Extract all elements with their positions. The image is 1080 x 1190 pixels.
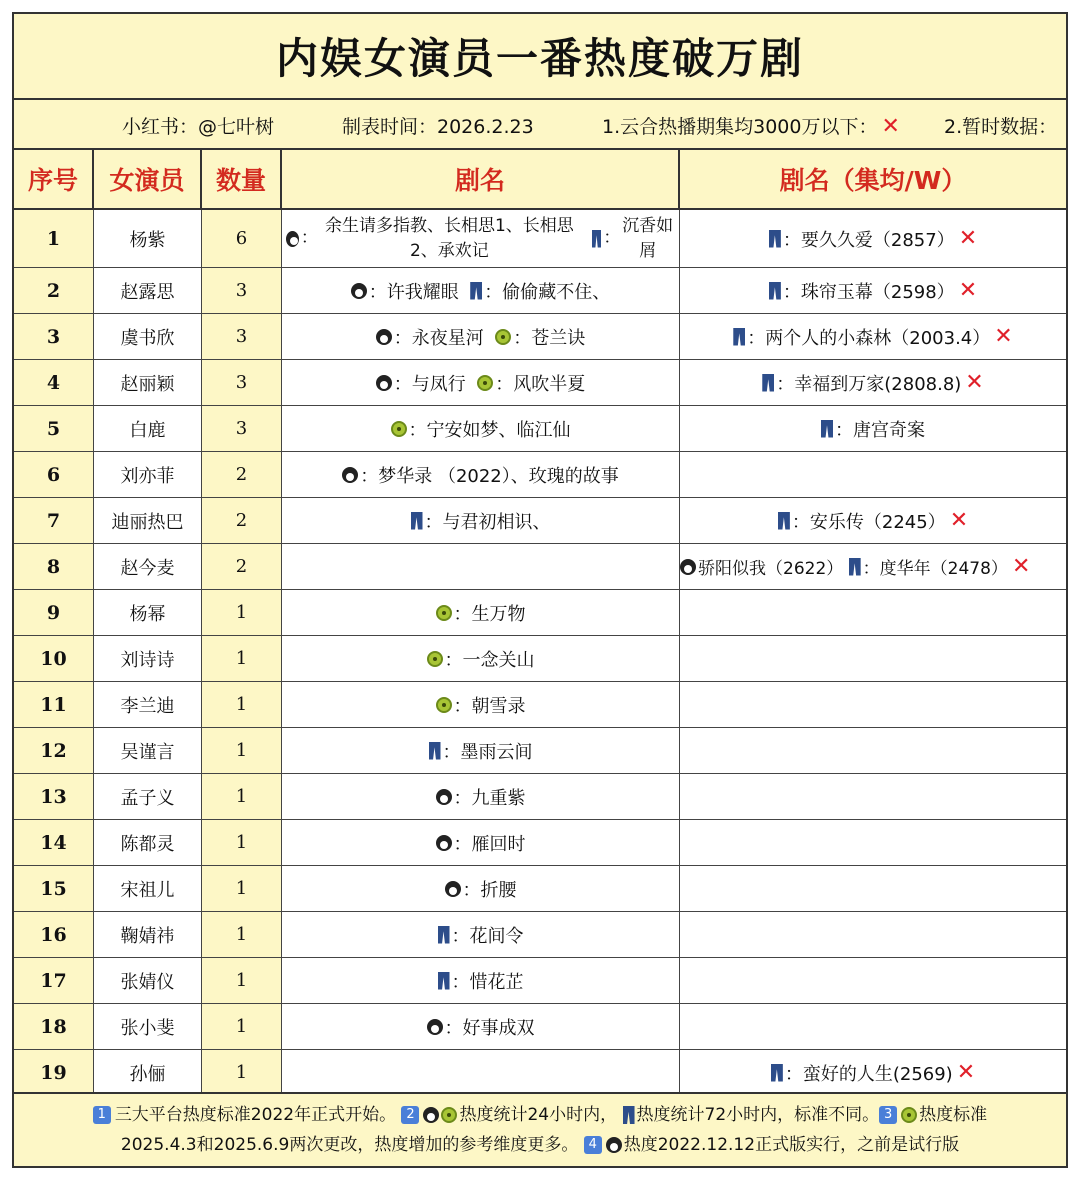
header-shows-avg: 剧名（集均/W） xyxy=(779,166,967,195)
row-count: 1 xyxy=(202,866,282,911)
row-shows: ： 惜花芷 xyxy=(282,958,680,1003)
row-no: 12 xyxy=(14,728,94,773)
row-count: 1 xyxy=(202,958,282,1003)
row-shows xyxy=(282,1050,680,1095)
row-no: 10 xyxy=(14,636,94,681)
row-shows-avg: ： 唐宫奇案 xyxy=(680,406,1066,451)
penguin-icon xyxy=(342,467,358,483)
row-shows: ： 许我耀眼 ： 偷偷藏不住、 xyxy=(282,268,680,313)
row-count: 3 xyxy=(202,406,282,451)
jeans-icon xyxy=(821,420,833,438)
header-shows: 剧名 xyxy=(282,150,680,208)
date-label: 制表时间：2026.2.23 xyxy=(342,116,534,138)
penguin-icon xyxy=(376,375,392,391)
row-shows-avg: ： 要久久爱（2857） ✕ xyxy=(680,210,1066,267)
row-shows xyxy=(282,544,680,589)
kiwi-icon xyxy=(391,421,407,437)
table-row xyxy=(14,314,1066,360)
table-row xyxy=(14,636,1066,682)
row-count: 2 xyxy=(202,498,282,543)
row-count: 1 xyxy=(202,774,282,819)
jeans-icon xyxy=(438,972,450,990)
row-no: 15 xyxy=(14,866,94,911)
table-row xyxy=(14,866,1066,912)
row-shows-avg xyxy=(680,866,1066,911)
row-shows: ： 永夜星河 ： 苍兰诀 xyxy=(282,314,680,359)
row-actress: 刘亦菲 xyxy=(94,452,202,497)
meta-bar xyxy=(14,100,1066,150)
red-x-icon: ✕ xyxy=(949,508,969,533)
jeans-icon xyxy=(470,282,482,300)
row-shows-avg: ： 两个人的小森林（2003.4） ✕ xyxy=(680,314,1066,359)
row-shows: ： 宁安如梦、临江仙 xyxy=(282,406,680,451)
row-no: 16 xyxy=(14,912,94,957)
row-shows: ： 一念关山 xyxy=(282,636,680,681)
row-shows: ： 朝雪录 xyxy=(282,682,680,727)
row-shows: ： 与凤行 ： 风吹半夏 xyxy=(282,360,680,405)
table-row xyxy=(14,820,1066,866)
table-row xyxy=(14,360,1066,406)
row-count: 3 xyxy=(202,314,282,359)
row-shows-avg: ： 蛮好的人生(2569) ✕ xyxy=(680,1050,1066,1095)
table-row xyxy=(14,728,1066,774)
row-no: 7 xyxy=(14,498,94,543)
red-x-icon: ✕ xyxy=(1011,554,1031,579)
red-x-icon: ✕ xyxy=(881,114,900,139)
table-row xyxy=(14,912,1066,958)
row-shows: ： 梦华录 （2022）、玫瑰的故事 xyxy=(282,452,680,497)
row-count: 1 xyxy=(202,682,282,727)
row-shows-avg: 骄阳似我（2622） ： 度华年（2478） ✕ xyxy=(680,544,1066,589)
row-count: 2 xyxy=(202,544,282,589)
footer-text-2: 热度统计24小时内， xyxy=(459,1105,618,1125)
row-actress: 张婧仪 xyxy=(94,958,202,1003)
badge-3: 3 xyxy=(879,1106,897,1124)
row-actress: 吴谨言 xyxy=(94,728,202,773)
header-actress: 女演员 xyxy=(94,150,202,208)
penguin-icon xyxy=(351,283,367,299)
footer-text-5: 2025.4.3和2025.6.9两次更改，热度增加的参考维度更多。 xyxy=(120,1135,579,1155)
row-no: 9 xyxy=(14,590,94,635)
page-title: 内娱女演员一番热度破万剧 xyxy=(14,14,1066,100)
row-shows: ： 好事成双 xyxy=(282,1004,680,1049)
row-shows-avg xyxy=(680,452,1066,497)
table-row xyxy=(14,268,1066,314)
row-shows: ： 折腰 xyxy=(282,866,680,911)
row-count: 1 xyxy=(202,636,282,681)
jeans-icon xyxy=(849,558,861,576)
penguin-icon xyxy=(436,789,452,805)
kiwi-icon xyxy=(436,605,452,621)
row-shows-avg xyxy=(680,590,1066,635)
kiwi-icon xyxy=(436,697,452,713)
row-actress: 迪丽热巴 xyxy=(94,498,202,543)
row-no: 8 xyxy=(14,544,94,589)
red-x-icon: ✕ xyxy=(958,278,978,303)
row-count: 1 xyxy=(202,1050,282,1095)
row-no: 13 xyxy=(14,774,94,819)
row-actress: 虞书欣 xyxy=(94,314,202,359)
row-count: 1 xyxy=(202,912,282,957)
jeans-icon xyxy=(733,328,745,346)
row-actress: 白鹿 xyxy=(94,406,202,451)
row-actress: 宋祖儿 xyxy=(94,866,202,911)
table-row xyxy=(14,544,1066,590)
penguin-icon xyxy=(427,1019,443,1035)
row-actress: 杨紫 xyxy=(94,210,202,267)
row-shows: ： 九重紫 xyxy=(282,774,680,819)
penguin-icon xyxy=(606,1137,622,1153)
table-row xyxy=(14,958,1066,1004)
jeans-icon xyxy=(778,512,790,530)
jeans-icon xyxy=(411,512,423,530)
row-actress: 李兰迪 xyxy=(94,682,202,727)
row-no: 3 xyxy=(14,314,94,359)
row-shows-avg xyxy=(680,958,1066,1003)
badge-1: 1 xyxy=(93,1106,111,1124)
row-actress: 赵今麦 xyxy=(94,544,202,589)
row-no: 18 xyxy=(14,1004,94,1049)
kiwi-icon xyxy=(901,1107,917,1123)
badge-4: 4 xyxy=(584,1136,602,1154)
red-x-icon: ✕ xyxy=(994,324,1013,349)
row-shows-avg xyxy=(680,820,1066,865)
jeans-icon xyxy=(762,374,774,392)
header-count: 数量 xyxy=(202,150,282,208)
row-actress: 孙俪 xyxy=(94,1050,202,1095)
jeans-icon xyxy=(771,1064,783,1082)
row-actress: 陈都灵 xyxy=(94,820,202,865)
kiwi-icon xyxy=(477,375,493,391)
table-row xyxy=(14,406,1066,452)
row-no: 11 xyxy=(14,682,94,727)
row-shows-avg xyxy=(680,912,1066,957)
jeans-icon xyxy=(769,282,781,300)
row-no: 4 xyxy=(14,360,94,405)
header-no: 序号 xyxy=(14,150,94,208)
penguin-icon xyxy=(286,231,299,247)
row-no: 19 xyxy=(14,1050,94,1095)
table-row xyxy=(14,1004,1066,1050)
source-label: 小红书：@七叶树 xyxy=(122,116,275,138)
jeans-icon xyxy=(592,230,602,248)
row-actress: 赵丽颖 xyxy=(94,360,202,405)
row-actress: 杨幂 xyxy=(94,590,202,635)
badge-2: 2 xyxy=(401,1106,419,1124)
row-shows: ： 与君初相识、 xyxy=(282,498,680,543)
table-row xyxy=(14,590,1066,636)
penguin-icon xyxy=(436,835,452,851)
table-row xyxy=(14,682,1066,728)
row-count: 1 xyxy=(202,728,282,773)
row-actress: 刘诗诗 xyxy=(94,636,202,681)
footer-text-4: 热度标准 xyxy=(919,1105,988,1125)
row-actress: 赵露思 xyxy=(94,268,202,313)
kiwi-icon xyxy=(495,329,511,345)
row-count: 3 xyxy=(202,268,282,313)
row-count: 1 xyxy=(202,820,282,865)
table-sheet xyxy=(12,12,1068,1168)
row-shows-avg xyxy=(680,1004,1066,1049)
row-count: 2 xyxy=(202,452,282,497)
red-x-icon: ✕ xyxy=(956,1060,976,1085)
row-actress: 鞠婧祎 xyxy=(94,912,202,957)
red-x-icon: ✕ xyxy=(965,370,984,395)
kiwi-icon xyxy=(441,1107,457,1123)
row-actress: 孟子义 xyxy=(94,774,202,819)
jeans-icon xyxy=(769,230,781,248)
legend-note-2: 2.暂时数据： xyxy=(944,116,1058,138)
row-no: 1 xyxy=(14,210,94,267)
row-shows: ： 花间令 xyxy=(282,912,680,957)
row-shows-avg: ： 安乐传（2245） ✕ xyxy=(680,498,1066,543)
row-shows-avg xyxy=(680,774,1066,819)
table-row xyxy=(14,774,1066,820)
row-shows: ： 余生请多指教、长相思1、长相思2、承欢记 ： 沉香如屑 xyxy=(282,210,680,267)
kiwi-icon xyxy=(427,651,443,667)
penguin-icon xyxy=(445,881,461,897)
row-no: 14 xyxy=(14,820,94,865)
row-shows-avg: ： 珠帘玉幕（2598） ✕ xyxy=(680,268,1066,313)
table-header xyxy=(14,150,1066,210)
row-shows-avg xyxy=(680,728,1066,773)
row-shows: ： 生万物 xyxy=(282,590,680,635)
table-row xyxy=(14,452,1066,498)
row-actress: 张小斐 xyxy=(94,1004,202,1049)
table-row xyxy=(14,498,1066,544)
jeans-icon xyxy=(429,742,441,760)
row-count: 1 xyxy=(202,1004,282,1049)
table-row xyxy=(14,210,1066,268)
row-shows: ： 墨雨云间 xyxy=(282,728,680,773)
legend-note-1: 1.云合热播期集均3000万以下： ✕ xyxy=(602,114,900,139)
row-count: 6 xyxy=(202,210,282,267)
red-x-icon: ✕ xyxy=(958,226,978,251)
row-no: 17 xyxy=(14,958,94,1003)
footer-notes xyxy=(14,1092,1066,1166)
row-no: 2 xyxy=(14,268,94,313)
row-shows-avg: ： 幸福到万家(2808.8) ✕ xyxy=(680,360,1066,405)
jeans-icon xyxy=(438,926,450,944)
row-no: 5 xyxy=(14,406,94,451)
row-count: 3 xyxy=(202,360,282,405)
row-shows: ： 雁回时 xyxy=(282,820,680,865)
row-no: 6 xyxy=(14,452,94,497)
footer-text-6: 热度2022.12.12正式版实行，之前是试行版 xyxy=(623,1135,960,1155)
penguin-icon xyxy=(680,559,696,575)
row-shows-avg xyxy=(680,682,1066,727)
footer-text-1: 三大平台热度标准2022年正式开始。 xyxy=(114,1105,397,1125)
penguin-icon xyxy=(423,1107,439,1123)
row-shows-avg xyxy=(680,636,1066,681)
jeans-icon xyxy=(623,1106,635,1124)
penguin-icon xyxy=(376,329,392,345)
table-body xyxy=(14,210,1066,1096)
row-count: 1 xyxy=(202,590,282,635)
table-row xyxy=(14,1050,1066,1096)
footer-text-3: 热度统计72小时内，标准不同。 xyxy=(636,1105,880,1125)
